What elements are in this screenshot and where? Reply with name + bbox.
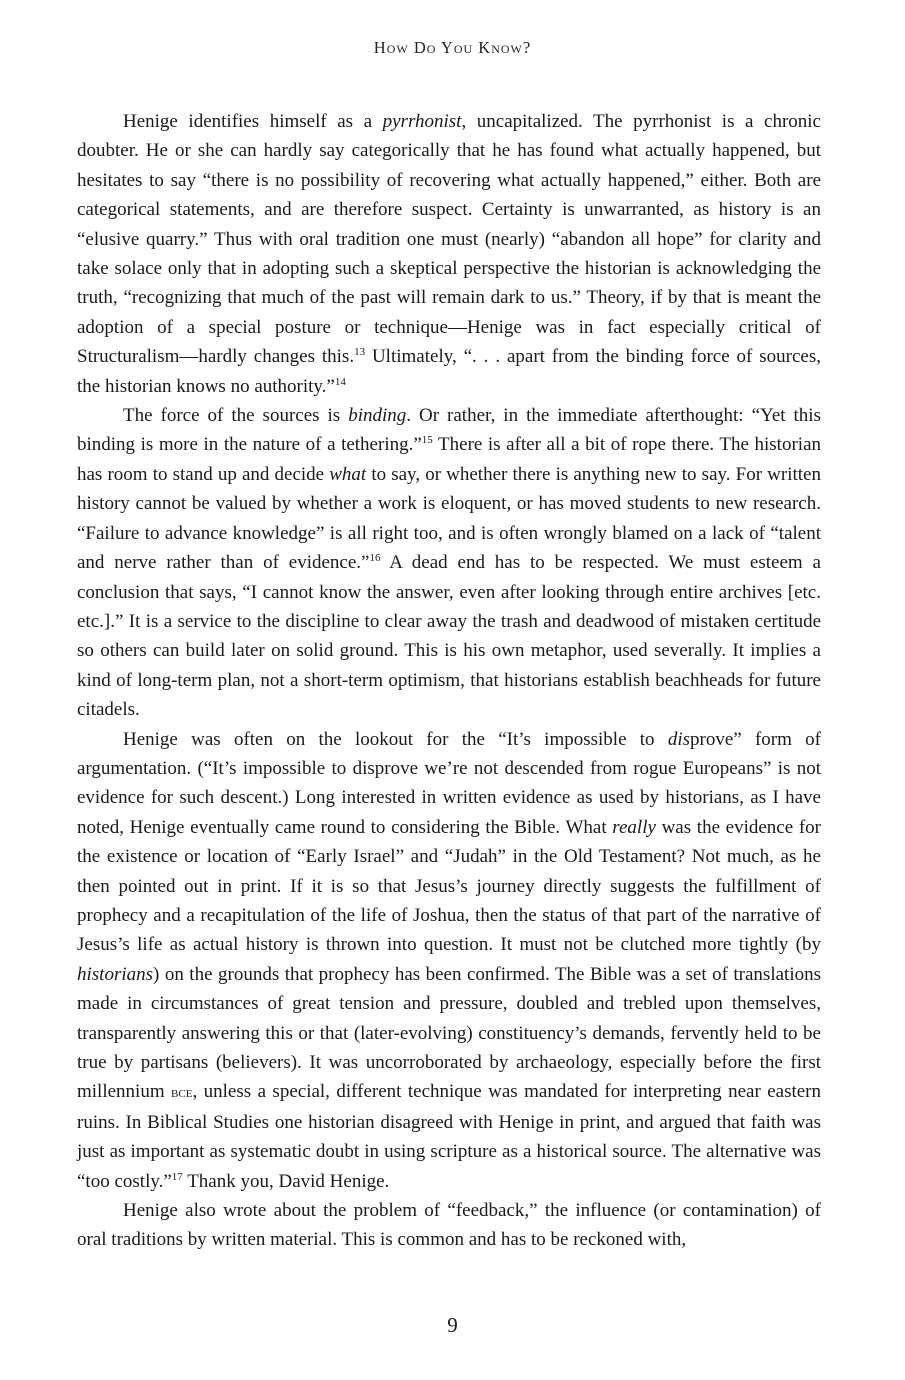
text-run: The force of the sources is <box>123 405 349 427</box>
text-run: Thank you, David Henige. <box>182 1170 390 1192</box>
italic-text: binding <box>348 405 407 427</box>
footnote-ref: 14 <box>334 375 346 388</box>
paragraph <box>77 107 821 401</box>
footnote-ref: 13 <box>354 346 366 359</box>
text-run: , unless a special, different technique was mandated for interpreting near eastern ruins. In Biblical Studies one historian disagreed with Henige in print, and argued that faith was just as important as systematic doubt in using scripture as a historical source. The alternative was “too costly.” <box>77 1081 821 1192</box>
text-run: There is after all a bit of rope there. The historian has room to stand up and decide <box>77 434 821 485</box>
footnote-ref: 16 <box>369 552 381 565</box>
text-run: , uncapitalized. The pyrrhonist is a chronic doubter. He or she can hardly say categorically that he has found what actually happened, but hesitates to say “there is no possibility of recovering what actually happened,” either. Both are categorical statements, and are therefore suspect. Certainty is unwarranted, as history is an “elusive quarry.” Thus with oral tradition one must (nearly) “abandon all hope” for clarity and take solace only that in adopting such a skeptical perspective the historian is acknowledging the truth, “recognizing that much of the past will remain dark to us.” Theory, if by that is meant the adoption of a special posture or technique—Henige was in fact especially critical of Structuralism—hardly changes this. <box>77 111 821 368</box>
paragraph <box>77 1196 821 1255</box>
text-run: Henige identifies himself as a <box>123 111 383 132</box>
italic-text: what <box>329 463 367 485</box>
small-caps-text: bce <box>171 1084 193 1102</box>
body-text <box>77 107 821 1255</box>
footnote-ref: 17 <box>171 1170 183 1183</box>
page-number: 9 <box>447 1313 458 1337</box>
paragraph <box>77 725 821 1197</box>
text-run: Ultimately, “. . . apart from the binding force of sources, the historian knows no authority.” <box>77 346 821 397</box>
italic-text: dis <box>667 728 690 750</box>
text-run: to say, or whether there is anything new to say. For written history cannot be valued by whether a work is eloquent, or has moved students to new research. “Failure to advance knowledge” is all right too, and is often wrongly blamed on a lack of “talent and nerve rather than of evidence.” <box>77 463 821 574</box>
text-run: was the evidence for the existence or location of “Early Israel” and “Judah” in the Old Testament? Not much, as he then pointed out in print. If it is so that Jesus’s journey directly suggests the fulfillment of prophecy and a recapitulation of the life of Joshua, then the status of that part of the narrative of Jesus’s life as actual history is thrown into question. It must not be clutched more tightly (by <box>77 816 821 956</box>
footnote-ref: 15 <box>421 434 433 447</box>
running-head: How Do You Know? <box>373 38 532 57</box>
text-run: prove” form of argumentation. (“It’s impossible to disprove we’re not descended from rogue Europeans” is not evidence for such descent.) Long interested in written evidence as used by historians, as I have noted, Henige eventually came round to considering the Bible. What <box>77 728 821 838</box>
text-run: Henige was often on the lookout for the “It’s impossible to <box>123 728 668 750</box>
italic-text: really <box>612 816 656 838</box>
italic-text: historians <box>77 963 154 985</box>
paragraph <box>77 401 821 724</box>
italic-text: pyrrhonist <box>382 111 462 132</box>
text-run: A dead end has to be respected. We must esteem a conclusion that says, “I cannot know the answer, even after looking through entire archives [etc. etc.].” It is a service to the discipline to clear away the trash and deadwood of mistaken certitude so others can build later on solid ground. This is his own metaphor, used severally. It implies a kind of long-term plan, not a short-term optimism, that historians establish beachheads for future citadels. <box>77 552 821 721</box>
text-run: . Or rather, in the immediate afterthought: “Yet this binding is more in the nature of a tethering.” <box>77 405 821 456</box>
text-run: Henige also wrote about the problem of “feedback,” the influence (or contamination) of oral traditions by written material. This is common and has to be reckoned with, <box>77 1200 821 1251</box>
text-run: ) on the grounds that prophecy has been confirmed. The Bible was a set of translations made in circumstances of great tension and pressure, doubled and trebled upon themselves, transparently answering this or that (later-evolving) constituency’s demands, fervently held to be true by partisans (believers). It was uncorroborated by archaeology, especially before the first millennium <box>77 963 821 1103</box>
